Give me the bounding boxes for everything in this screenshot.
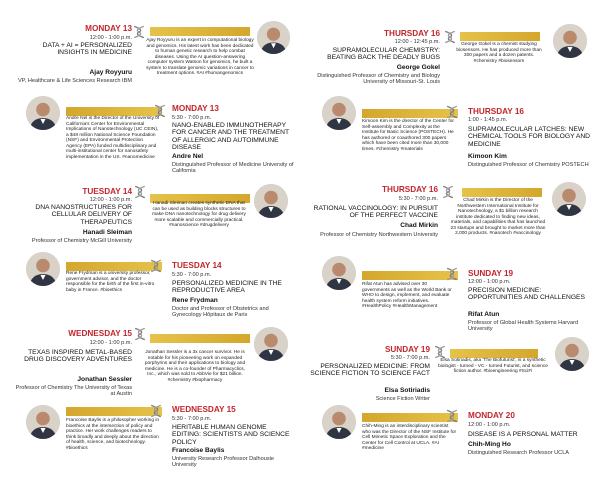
speaker-name: Chih-Ming Ho xyxy=(468,441,511,448)
speaker-photo xyxy=(322,256,356,290)
speaker-photo xyxy=(555,337,589,371)
speaker-bio: Jonathan Sessler is a 3x cancer survivor. He is notable for his pioneering work on expanded porphyrins and their applications to biology and medicine. He is a co-founder of Pharmacyclics, Inc., which was sold to AbbVie for $21 billion. #chemistry #biopharmacy xyxy=(144,350,246,383)
speaker-bio: Kimoon Kim is the director of the Center for Self-assembly and Complexity at the Institute for Basic Science (POSTECH). He has authored or coauthored 300 papers which have been cited more than 30,000 times. #chemistry #materials xyxy=(362,119,454,152)
session-day: SUNDAY 19 xyxy=(384,345,430,354)
session-title: PERSONALIZED MEDICINE: FROM SCIENCE FICTION TO SCIENCE FACT xyxy=(310,363,430,378)
session-time: 12:00 - 1:00 p.m. xyxy=(89,35,132,41)
speaker-bio: Rene Frydman is a university professor, government advisor, and the doctor responsible for the birth of the first in-vitro baby in France. #bioethics xyxy=(66,271,155,293)
speaker-name: Francoise Baylis xyxy=(172,447,225,454)
speaker-affiliation: Distinguished Professor of Chemistry and Biology University of Missouri-St. Louis xyxy=(317,73,440,86)
session-day: WEDNESDAY 15 xyxy=(172,405,236,414)
speaker-name: Ajay Royyuru xyxy=(89,69,132,76)
speaker-name: Andre Nel xyxy=(172,153,204,160)
speaker-affiliation: Doctor and Professor of Obstetrics and Gynecology Hôpitaux de Paris xyxy=(172,306,269,319)
speaker-photo xyxy=(254,184,288,218)
session-title: PERSONALIZED MEDICINE IN THE REPRODUCTIVE AREA xyxy=(172,280,282,295)
session-title: NANO-ENABLED IMMUNOTHERAPY FOR CANCER AND THE TREATMENT OF ALLERGIC AND AUTOIMMUNE DISEASE xyxy=(172,122,289,151)
session-title: SUPRAMOLECULAR CHEMISTRY: BEATING BACK THE DEADLY BUGS xyxy=(327,47,440,62)
session-time: 12:00 - 12:45 p.m. xyxy=(394,39,440,45)
session-time: 5:30 - 7:00 p.m. xyxy=(172,272,212,278)
speaker-photo xyxy=(254,327,288,361)
session-day: MONDAY 13 xyxy=(172,104,219,113)
speaker-affiliation: Distinguished Professor of Chemistry POSTECH xyxy=(468,162,589,168)
speaker-name: Rifat Atun xyxy=(468,311,500,318)
session-time: 5:30 - 7:00 p.m. xyxy=(172,115,212,121)
gold-divider xyxy=(66,107,162,116)
speaker-photo xyxy=(26,252,60,286)
speaker-affiliation: University Research Professor Dalhousie University xyxy=(172,456,274,469)
gold-divider xyxy=(450,349,538,358)
dna-icon xyxy=(444,266,460,282)
speaker-photo xyxy=(26,405,60,439)
session-time: 5:30 - 7:00 p.m. xyxy=(172,416,212,422)
speaker-bio: Chad Mirkin is the Director of the Northwestern International Institute for Nanotechnology, a $1 billion research institute dedicated to finding new ideas, materials, and capabilities that has launched 23 startups and brought to market more than 2,000 products. #nanotech #vaccinology xyxy=(450,198,546,236)
speaker-photo xyxy=(322,96,356,130)
speaker-affiliation: Science Fiction Writer xyxy=(375,396,430,402)
session-title: RATIONAL VACCINOLOGY: IN PURSUIT OF THE PERFECT VACCINE xyxy=(313,205,438,220)
session-day: THURSDAY 16 xyxy=(468,107,524,116)
speaker-name: Chad Mirkin xyxy=(400,222,438,229)
session-title: DNA NANOSTRUCTURES FOR CELLULAR DELIVERY OF THERAPEUTICS xyxy=(35,204,132,226)
speaker-name: Hanadi Sleiman xyxy=(82,229,132,236)
session-title: TEXAS INSPIRED METAL-BASED DRUG DISCOVERY ADVENTURES xyxy=(24,349,132,364)
speaker-photo xyxy=(257,21,290,54)
dna-icon xyxy=(131,24,147,40)
speaker-name: Jonathan Sessler xyxy=(77,376,132,383)
session-title: PRECISION MEDICINE: OPPORTUNITIES AND CHALLENGES xyxy=(468,287,585,302)
speaker-name: Elsa Sotiriadis xyxy=(384,387,430,394)
session-title: DATA + AI = PERSONALIZED INSIGHTS IN MEDICINE xyxy=(42,42,132,57)
session-day: MONDAY 13 xyxy=(85,24,132,33)
speaker-bio: Elsa Sotiriadis, aka 'The Biofuturist', is a synthetic biologist - turned - VC - turned Futurist, and science fiction author. #bioengineering #SciFi xyxy=(438,358,548,374)
speaker-bio: Andre Nel is the Director of the University of California's Center for Environmental Implications of Nanotechnology (UC CEIN), a $48 million National Science Foundation (NSF) and Environmental Protection Agency (EPA) funded multidisciplinary and multi-institutional center for nanosafety implementation in the US. #nanomedicine xyxy=(66,116,160,160)
speaker-affiliation: Distinguished Research Professor UCLA xyxy=(468,450,570,456)
speaker-affiliation: Professor of Global Health Systems Harvard University xyxy=(468,320,579,333)
speaker-photo xyxy=(322,405,356,439)
session-time: 1:00 - 1:45 p.m. xyxy=(468,117,508,123)
speaker-name: Rene Frydman xyxy=(172,297,218,304)
speaker-photo xyxy=(553,24,587,58)
session-time: 12:00 - 1:00 p.m. xyxy=(89,340,132,346)
session-day: THURSDAY 16 xyxy=(384,29,440,38)
session-time: 12:00 - 1:00 p.m. xyxy=(468,279,511,285)
speaker-name: Kimoon Kim xyxy=(468,153,507,160)
speaker-name: George Gokel xyxy=(396,64,440,71)
speaker-affiliation: VP, Healthcare & Life Sciences Research IBM xyxy=(17,78,132,84)
dna-icon xyxy=(148,403,164,419)
gold-divider xyxy=(462,188,542,197)
speaker-bio: George Gokel is a chemist studying biosensors. He has produced more than 300 papers and a dozen patents. #chemistry #biosensors xyxy=(456,42,542,64)
session-time: 5:30 - 7:00 p.m. xyxy=(390,355,430,361)
speaker-bio: Hanadi Sleiman creates synthetic DNA that can be used as building blocks structures to make DNA nanotechnology for drug delivery more scalable and commercially practical. #nanoscience #drugdelivery xyxy=(152,201,246,228)
speaker-photo xyxy=(26,96,60,130)
session-day: THURSDAY 16 xyxy=(382,185,438,194)
session-time: 12:00 - 1:00 p.m. xyxy=(468,422,511,428)
session-day: MONDAY 20 xyxy=(468,411,515,420)
session-title: DISEASE IS A PERSONAL MATTER xyxy=(468,431,578,438)
session-day: TUESDAY 14 xyxy=(82,187,132,196)
speaker-bio: Francoise Baylis is a philosopher working in bioethics at the intersection of policy and practice. Her work challenges readers to think broadly and deeply about the direction of health, science, and biotechnology. #bioethics xyxy=(66,418,160,451)
speaker-bio: Ajay Royyuru is an expert in computational biology and genomics. His latest work has been dedicated to human genetic research to help combat diseases. Using the AI question-answering computer system Watson for genomics, he built a system to translate genomic variations in cancer to treatment options. #AI #humangenomics xyxy=(146,38,254,76)
gold-divider xyxy=(460,32,540,41)
speaker-affiliation: Distinguished Professor of Medicine University of California xyxy=(172,162,294,175)
gold-divider xyxy=(150,334,250,343)
session-time: 5:30 - 7:00 p.m. xyxy=(398,196,438,202)
speaker-bio: Rifat Atun has advised over 30 governments as well as the World Bank or WHO to design, implement, and evaluate health system reform initiatives. #HealthPolicy #HealthManagement xyxy=(362,282,452,309)
session-day: TUESDAY 14 xyxy=(172,261,222,270)
session-title: HERITABLE HUMAN GENOME EDITING: SCIENTISTS AND SCIENCE POLICY xyxy=(172,424,290,446)
speaker-photo xyxy=(552,182,586,216)
dna-icon xyxy=(444,104,460,120)
speaker-affiliation: Professor of Chemistry The University of Texas at Austin xyxy=(15,385,132,398)
speaker-bio: Chih-Ming is an interdisciplinary scientist who was the Director of the NSF Institute for Cell Mimetic Space Exploration and the Center for Cell Control at UCLA. #AI #medicine xyxy=(362,424,457,451)
session-day: WEDNESDAY 15 xyxy=(68,329,132,338)
session-time: 12:00 - 1:00 p.m. xyxy=(89,197,132,203)
gold-divider xyxy=(150,27,250,36)
dna-icon xyxy=(132,326,148,342)
dna-icon xyxy=(132,184,148,200)
session-title: SUPRAMOLECULAR LATCHES: NEW CHEMICAL TOOLS FOR BIOLOGY AND MEDICINE xyxy=(468,126,591,148)
session-day: SUNDAY 19 xyxy=(468,269,514,278)
speaker-affiliation: Professor of Chemistry Northwestern University xyxy=(320,232,438,238)
speaker-affiliation: Professor of Chemistry McGill University xyxy=(31,238,132,244)
dna-icon xyxy=(444,408,460,424)
